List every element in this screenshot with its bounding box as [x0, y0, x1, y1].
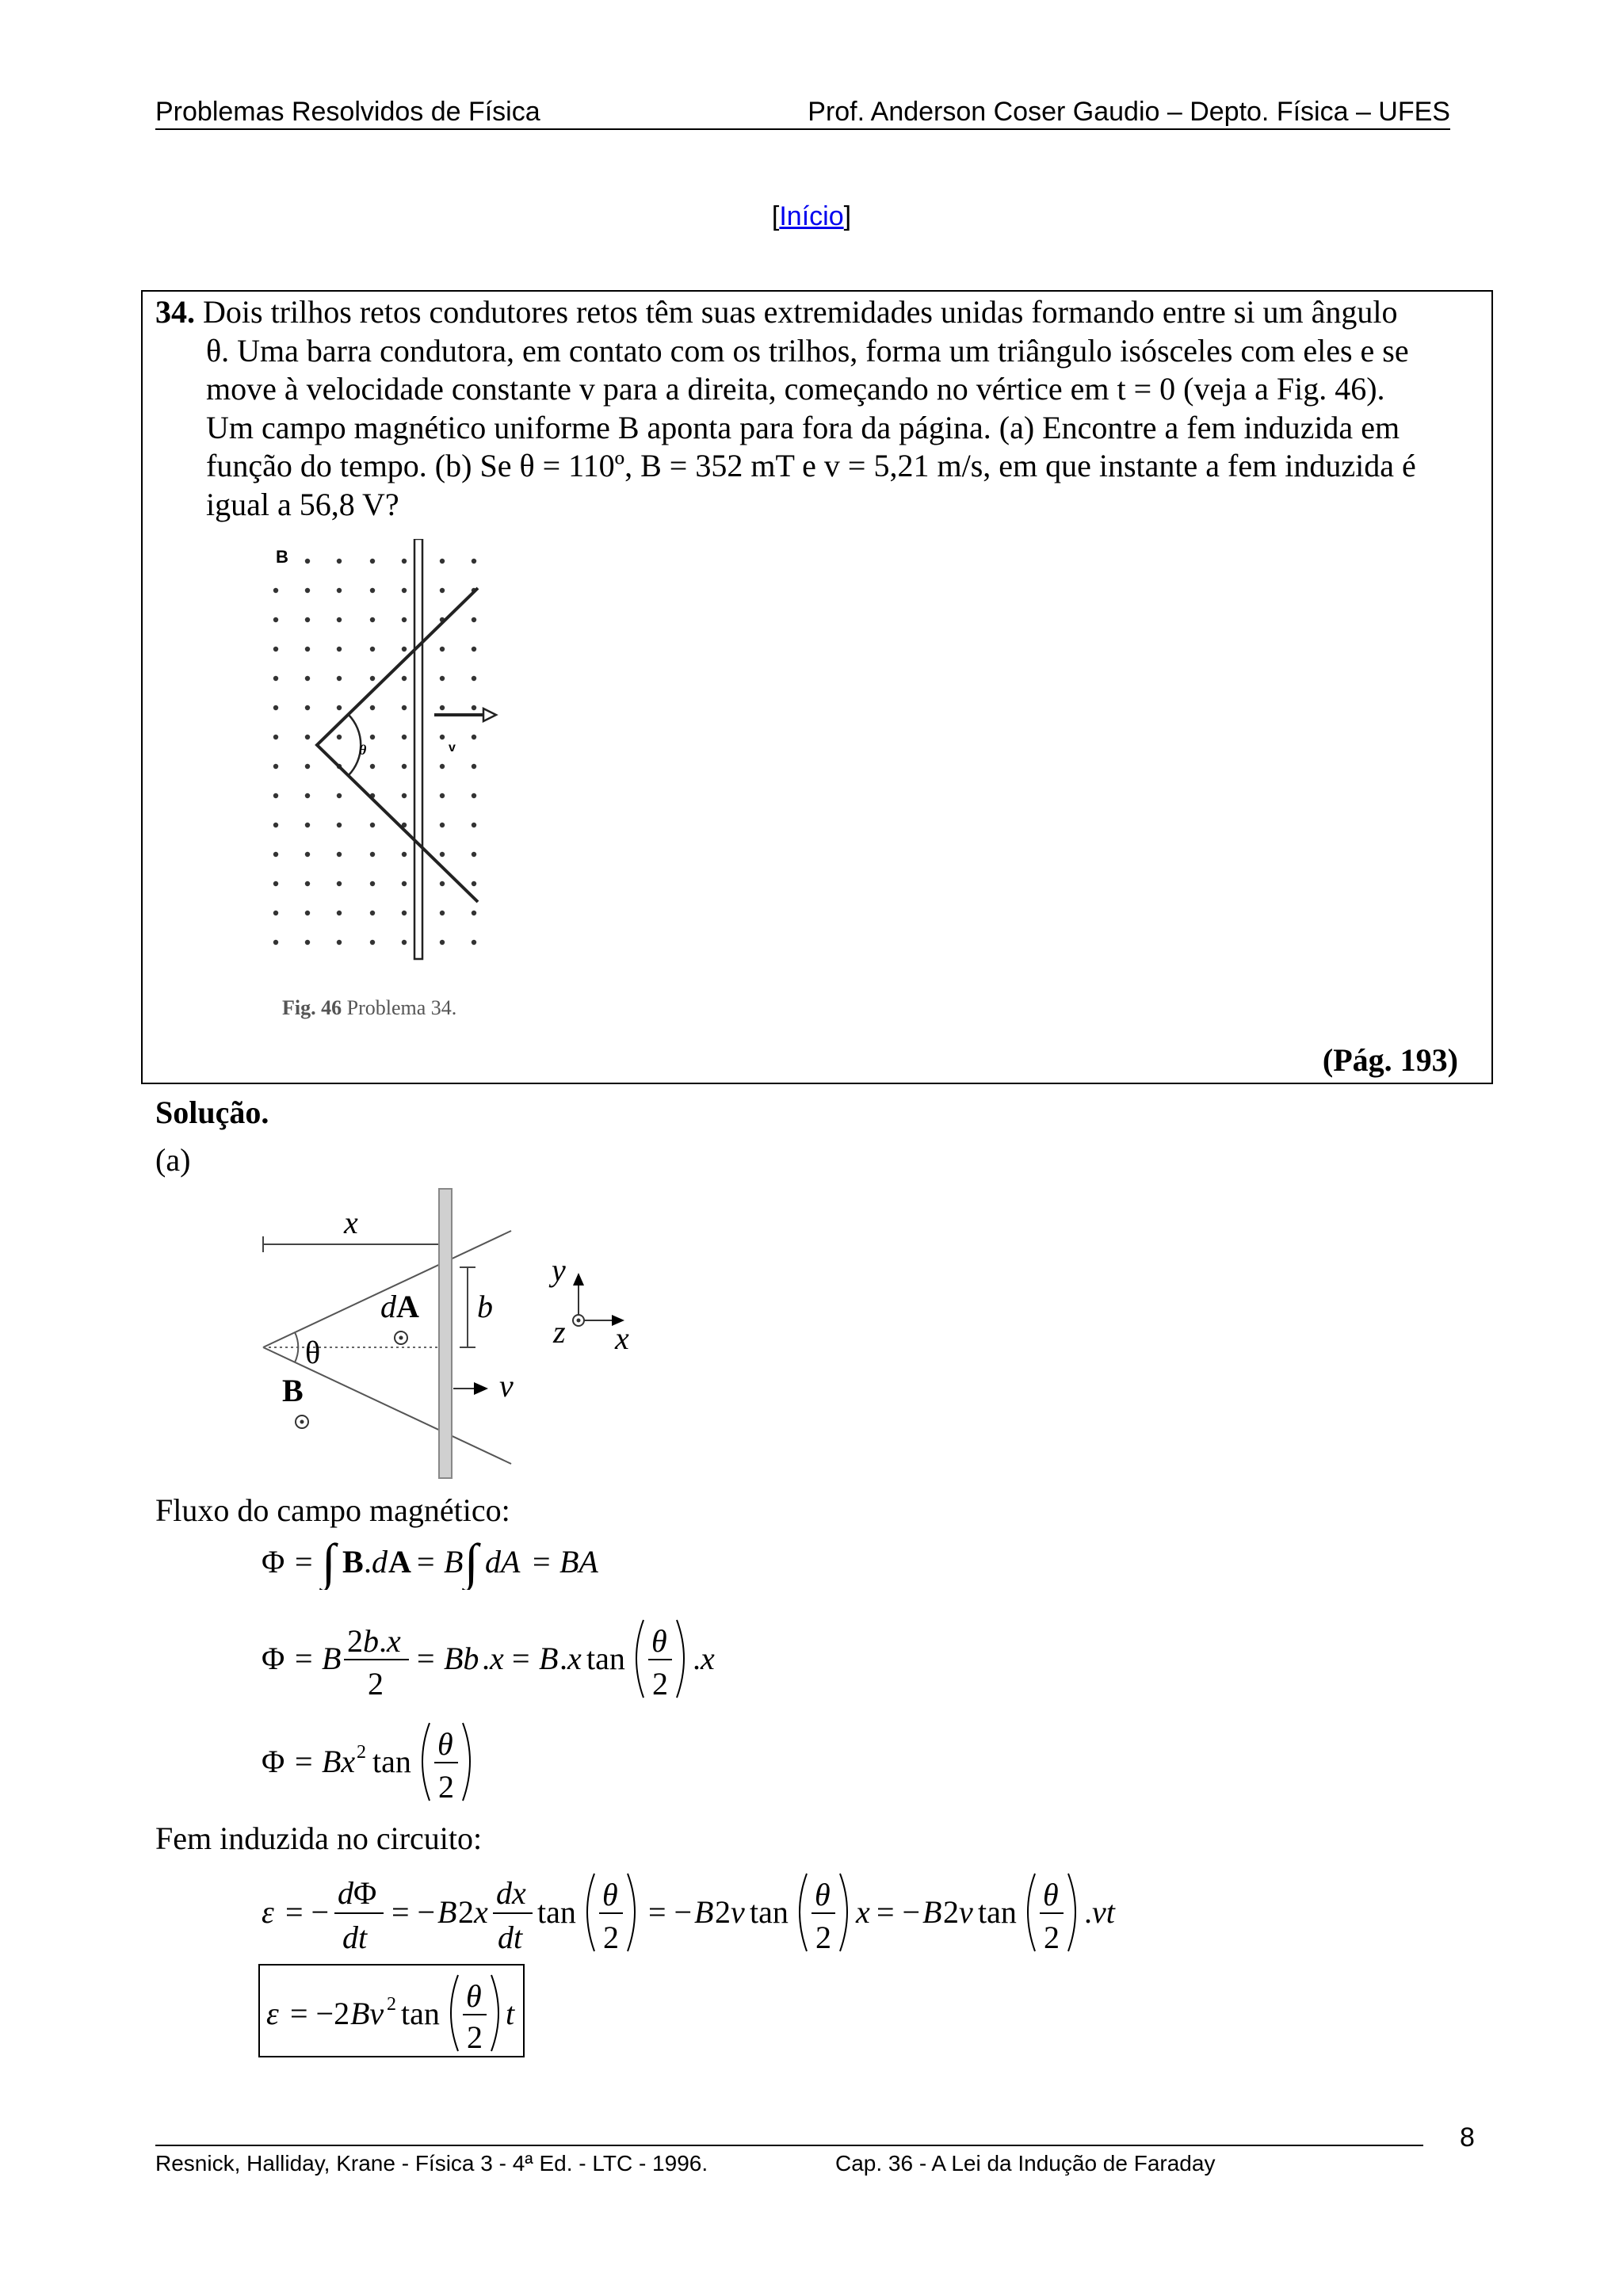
- svg-text:x: x: [701, 1641, 715, 1676]
- field-dot: [472, 823, 476, 827]
- field-dot: [305, 823, 310, 827]
- field-dot: [337, 823, 342, 827]
- field-dot: [370, 911, 375, 915]
- field-dot: [472, 647, 476, 651]
- field-dot: [440, 735, 445, 739]
- svg-text:BA: BA: [559, 1544, 598, 1580]
- svg-text:Φ: Φ: [262, 1641, 285, 1676]
- svg-text:v: v: [959, 1894, 973, 1930]
- field-dot: [305, 617, 310, 622]
- equation-flux-geometry: [254, 1609, 745, 1704]
- svg-text:tan: tan: [586, 1641, 625, 1676]
- field-dot: [305, 735, 310, 739]
- velocity-arrow-head: [483, 709, 496, 721]
- svg-text:2: 2: [387, 1994, 396, 2015]
- field-dot: [402, 881, 407, 886]
- fig46-caption-bold: Fig. 46: [282, 996, 342, 1019]
- field-dot: [472, 676, 476, 681]
- field-dot: [402, 764, 407, 769]
- field-dot: [402, 852, 407, 857]
- y-axis-head: [573, 1273, 584, 1286]
- field-dot: [305, 559, 310, 563]
- field-dot: [370, 852, 375, 857]
- field-dot: [337, 852, 342, 857]
- svg-text:tan: tan: [372, 1744, 411, 1779]
- field-dot: [337, 940, 342, 945]
- svg-text:.: .: [693, 1641, 701, 1676]
- page-number: 8: [1460, 2122, 1475, 2153]
- field-dot: [273, 911, 278, 915]
- svg-text:2: 2: [1044, 1920, 1060, 1955]
- fig46-caption: [282, 996, 456, 1019]
- field-dot: [370, 559, 375, 563]
- svg-text:= −: = −: [648, 1894, 693, 1930]
- fig46-caption-rest: Problema 34.: [342, 996, 457, 1019]
- problem-line-4: Um campo magnético uniforme B aponta para fora da página. (a) Encontre a fem induzida em: [206, 409, 1400, 445]
- emf-label: Fem induzida no circuito:: [155, 1820, 483, 1856]
- field-dot: [472, 940, 476, 945]
- fig46-velocity-label: v: [449, 741, 456, 755]
- field-dot: [472, 735, 476, 739]
- svg-text:=: =: [512, 1641, 530, 1676]
- problem-line-6: igual a 56,8 V?: [206, 486, 399, 522]
- figure-46: [254, 539, 555, 1046]
- part-a-label: (a): [155, 1142, 191, 1178]
- field-dot: [337, 705, 342, 710]
- svg-text:tan: tan: [401, 1996, 440, 2031]
- field-dot: [370, 617, 375, 622]
- field-dot: [472, 617, 476, 622]
- magnetic-field-dots: [273, 559, 476, 945]
- svg-text:B: B: [437, 1894, 457, 1930]
- svg-text:v: v: [731, 1894, 745, 1930]
- svg-text:x: x: [474, 1894, 488, 1930]
- field-dot: [370, 588, 375, 593]
- field-dot: [440, 705, 445, 710]
- field-dot: [370, 647, 375, 651]
- field-dot: [440, 676, 445, 681]
- svg-text:Φ: Φ: [262, 1744, 285, 1779]
- problem-line-1: Dois trilhos retos condutores retos têm suas extremidades unidas formando entre si um ângulo: [203, 294, 1398, 330]
- field-dot: [273, 705, 278, 710]
- svg-text:= −2: = −2: [290, 1996, 350, 2031]
- svg-text:=: =: [417, 1544, 435, 1580]
- svg-text:B: B: [322, 1641, 342, 1676]
- page-reference: (Pág. 193): [1322, 1042, 1458, 1078]
- field-dot: [472, 705, 476, 710]
- field-dot: [273, 881, 278, 886]
- svg-text:Bv: Bv: [350, 1996, 384, 2031]
- field-dot: [440, 764, 445, 769]
- svg-text:θ: θ: [651, 1623, 667, 1659]
- field-dot: [305, 940, 310, 945]
- footer-chapter: Cap. 36 - A Lei da Indução de Faraday: [835, 2151, 1216, 2176]
- field-dot: [305, 881, 310, 886]
- field-dot: [402, 705, 407, 710]
- field-dot: [402, 940, 407, 945]
- header-book-title: Problemas Resolvidos de Física: [155, 97, 540, 127]
- field-dot: [440, 852, 445, 857]
- svg-text:∫: ∫: [464, 1534, 479, 1590]
- svg-text:2: 2: [652, 1666, 668, 1702]
- field-dot: [337, 735, 342, 739]
- svg-text:2: 2: [438, 1769, 454, 1805]
- svg-text:2b.x: 2b.x: [347, 1623, 401, 1659]
- field-dot: [402, 911, 407, 915]
- field-dot: [305, 911, 310, 915]
- problem-line-2: θ. Uma barra condutora, em contato com os trilhos, forma um triângulo isósceles com eles e se: [206, 332, 1409, 369]
- field-dot: [472, 881, 476, 886]
- field-dot: [370, 705, 375, 710]
- svg-text:Bx: Bx: [322, 1744, 356, 1779]
- field-dot: [273, 588, 278, 593]
- field-dot: [402, 735, 407, 739]
- svg-text:dA: dA: [485, 1544, 521, 1580]
- field-dot: [370, 735, 375, 739]
- svg-text:=: =: [295, 1744, 313, 1779]
- svg-text:dΦ: dΦ: [338, 1875, 377, 1911]
- field-dot: [337, 617, 342, 622]
- field-dot: [370, 764, 375, 769]
- dA-A: A: [396, 1289, 419, 1324]
- field-dot: [337, 911, 342, 915]
- svg-text:θ: θ: [466, 1978, 482, 2014]
- field-dot: [273, 940, 278, 945]
- svg-text:=: =: [295, 1544, 313, 1580]
- field-dot: [440, 881, 445, 886]
- field-dot: [472, 793, 476, 798]
- svg-text:tan: tan: [537, 1894, 576, 1930]
- svg-text:2: 2: [458, 1894, 474, 1930]
- svg-text:.: .: [482, 1641, 490, 1676]
- svg-text:= −: = −: [285, 1894, 330, 1930]
- footer-rule: [155, 2145, 1423, 2146]
- svg-text:2: 2: [815, 1920, 831, 1955]
- svg-text:=: =: [295, 1641, 313, 1676]
- svg-text:tan: tan: [978, 1894, 1017, 1930]
- svg-text:ε: ε: [262, 1894, 274, 1930]
- field-dot: [273, 852, 278, 857]
- fig46-field-label: B: [276, 547, 288, 567]
- svg-text:.: .: [364, 1544, 372, 1580]
- diagram-dA-label: [380, 1289, 419, 1324]
- field-dot: [273, 793, 278, 798]
- inicio-link[interactable]: Início: [779, 201, 844, 231]
- field-dot: [273, 647, 278, 651]
- footer-reference: Resnick, Halliday, Krane - Física 3 - 4ª Ed. - LTC - 1996.: [155, 2151, 708, 2176]
- field-dot: [440, 647, 445, 651]
- field-dot: [273, 617, 278, 622]
- field-dot: [305, 588, 310, 593]
- svg-text:x: x: [567, 1641, 582, 1676]
- field-dot: [337, 588, 342, 593]
- svg-text:θ: θ: [602, 1877, 618, 1912]
- field-dot: [370, 881, 375, 886]
- field-dot: [337, 559, 342, 563]
- field-dot: [370, 823, 375, 827]
- svg-text:2: 2: [357, 1742, 366, 1763]
- field-dot: [440, 559, 445, 563]
- field-dot: [440, 793, 445, 798]
- svg-text:.: .: [1084, 1894, 1092, 1930]
- field-dot: [305, 705, 310, 710]
- field-dot: [305, 764, 310, 769]
- svg-text:tan: tan: [750, 1894, 789, 1930]
- svg-text:θ: θ: [437, 1726, 453, 1762]
- svg-text:=: =: [417, 1641, 435, 1676]
- svg-text:2: 2: [715, 1894, 731, 1930]
- svg-text:dt: dt: [342, 1920, 368, 1955]
- field-dot: [337, 676, 342, 681]
- dA-d: d: [380, 1289, 396, 1324]
- svg-text:∫: ∫: [322, 1534, 336, 1590]
- conducting-bar: [414, 539, 422, 959]
- svg-text:x: x: [856, 1894, 870, 1930]
- fig46-theta-label: θ: [359, 742, 367, 758]
- bracket-open: [: [771, 201, 780, 231]
- svg-text:B: B: [922, 1894, 942, 1930]
- svg-text:vt: vt: [1092, 1894, 1115, 1930]
- field-dot: [402, 793, 407, 798]
- field-dot: [305, 676, 310, 681]
- solution-title: Solução.: [155, 1095, 269, 1130]
- svg-text:2: 2: [603, 1920, 619, 1955]
- axis-y-label: y: [552, 1252, 566, 1288]
- svg-text:Bb: Bb: [444, 1641, 479, 1676]
- svg-text:B: B: [444, 1544, 464, 1580]
- field-dot: [370, 676, 375, 681]
- equation-flux-integral: [254, 1530, 618, 1590]
- field-dot: [472, 911, 476, 915]
- diagram-v-label: v: [499, 1368, 514, 1404]
- field-dot: [337, 793, 342, 798]
- diagram-velocity-head: [474, 1382, 488, 1395]
- field-dot: [305, 647, 310, 651]
- field-dot: [472, 559, 476, 563]
- svg-text:= −: = −: [876, 1894, 921, 1930]
- svg-text:x: x: [490, 1641, 504, 1676]
- header-author: Prof. Anderson Coser Gaudio – Depto. Física – UFES: [808, 97, 1450, 127]
- equation-emf-result-boxed: [258, 1964, 525, 2057]
- header-rule: [155, 128, 1450, 130]
- field-dot: [402, 617, 407, 622]
- B-out-of-page-dot: [300, 1420, 304, 1424]
- diagram-theta-label: θ: [305, 1335, 321, 1370]
- axis-z-label: z: [553, 1314, 566, 1350]
- problem-line-5: função do tempo. (b) Se θ = 110º, B = 352 mT e v = 5,21 m/s, em que instante a fem induzida é: [206, 448, 1416, 483]
- solution-diagram: [246, 1181, 658, 1482]
- problem-number: 34.: [155, 294, 195, 330]
- svg-text:dt: dt: [498, 1920, 523, 1955]
- field-dot: [305, 852, 310, 857]
- equation-flux-result: [254, 1712, 491, 1807]
- svg-text:2: 2: [368, 1666, 384, 1702]
- field-dot: [440, 911, 445, 915]
- field-dot: [402, 559, 407, 563]
- field-dot: [273, 735, 278, 739]
- diagram-bar: [439, 1189, 452, 1478]
- field-dot: [472, 764, 476, 769]
- field-dot: [440, 940, 445, 945]
- svg-text:B: B: [342, 1544, 364, 1580]
- svg-text:=: =: [533, 1544, 551, 1580]
- field-dot: [440, 823, 445, 827]
- field-dot: [402, 588, 407, 593]
- svg-text:θ: θ: [815, 1877, 831, 1912]
- field-dot: [402, 647, 407, 651]
- field-dot: [305, 793, 310, 798]
- svg-text:A: A: [388, 1544, 411, 1580]
- svg-text:B: B: [539, 1641, 559, 1676]
- field-dot: [472, 852, 476, 857]
- field-dot: [337, 881, 342, 886]
- bracket-close: ]: [843, 201, 852, 231]
- axis-x-label: x: [615, 1320, 629, 1356]
- problem-statement: [155, 293, 1479, 524]
- field-dot: [370, 940, 375, 945]
- axes-origin-dot: [577, 1319, 581, 1323]
- diagram-x-label: x: [344, 1205, 358, 1240]
- svg-text:t: t: [506, 1996, 515, 2031]
- field-dot: [440, 588, 445, 593]
- svg-text:= −: = −: [391, 1894, 436, 1930]
- svg-text:Φ: Φ: [262, 1544, 285, 1580]
- dA-out-of-page-dot: [399, 1336, 403, 1340]
- equation-emf-derivation: [254, 1862, 1141, 1958]
- nav-inicio: [0, 201, 1623, 232]
- diagram-b-label: b: [477, 1289, 493, 1324]
- flux-label: Fluxo do campo magnético:: [155, 1492, 510, 1528]
- svg-text:2: 2: [943, 1894, 959, 1930]
- svg-text:B: B: [694, 1894, 714, 1930]
- svg-text:.: .: [559, 1641, 567, 1676]
- problem-line-3: move à velocidade constante v para a direita, começando no vértice em t = 0 (veja a Fig. 46).: [206, 371, 1385, 407]
- diagram-B-label: B: [282, 1373, 304, 1408]
- field-dot: [402, 676, 407, 681]
- svg-text:θ: θ: [1043, 1877, 1059, 1912]
- svg-text:ε: ε: [266, 1996, 279, 2031]
- field-dot: [273, 823, 278, 827]
- svg-text:2: 2: [467, 2019, 483, 2055]
- field-dot: [273, 764, 278, 769]
- svg-text:dx: dx: [496, 1875, 526, 1911]
- field-dot: [273, 676, 278, 681]
- svg-text:d: d: [372, 1544, 388, 1580]
- field-dot: [337, 647, 342, 651]
